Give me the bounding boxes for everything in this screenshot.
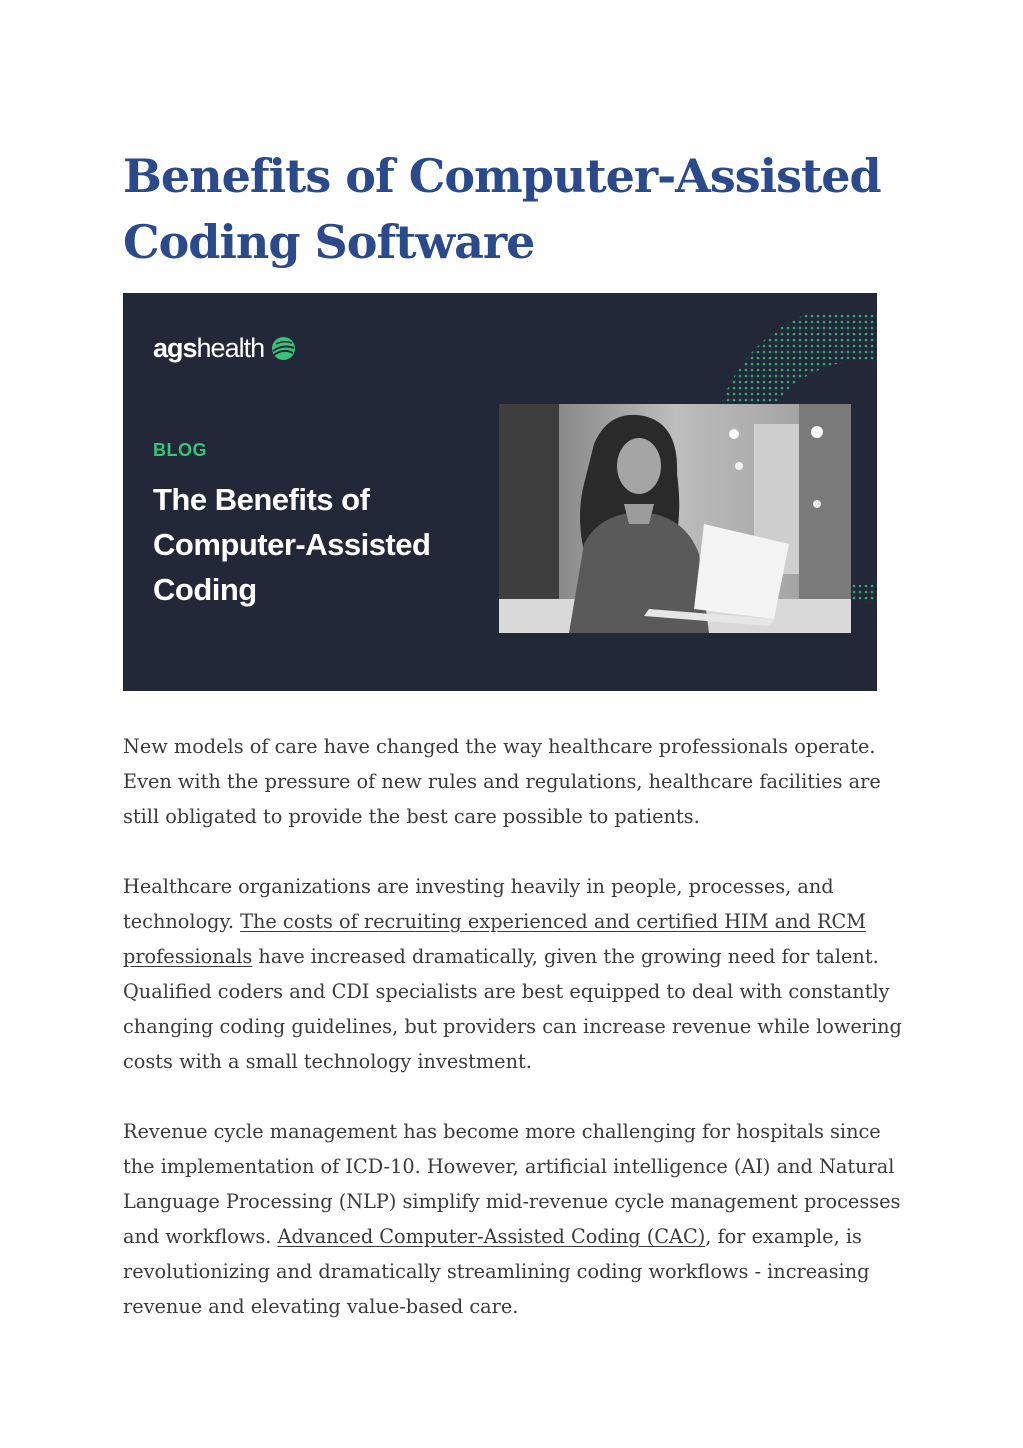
- article-title: Benefits of Computer-Assisted Coding Software: [123, 149, 881, 269]
- woman-laptop-photo: [499, 404, 851, 633]
- blog-banner-image: [123, 293, 877, 691]
- logo-text-regular: health: [196, 333, 265, 363]
- paragraph-2: [123, 869, 913, 1079]
- article-body: [123, 729, 913, 1359]
- paragraph-1-text: New models of care have changed the way healthcare professionals operate. Even with the pressure of new rules and regulations, healthcare facilities are still obligated to provide the best care possible to patients.: [123, 735, 881, 828]
- blog-label: BLOG: [153, 440, 207, 460]
- paragraph-3-text-end: , for example, is revolutionizing and dramatically streamlining coding workflows - increasing revenue and elevating value-based care.: [123, 1225, 870, 1318]
- cac-link[interactable]: Advanced Computer-Assisted Coding (CAC): [277, 1225, 706, 1248]
- logo-globe-icon: [271, 336, 296, 361]
- paragraph-1: [123, 729, 913, 834]
- paragraph-2-text-start: Healthcare organizations are investing heavily in people, processes, and technology.: [123, 875, 834, 933]
- banner-headline: The Benefits of Computer-Assisted Coding: [153, 482, 431, 607]
- paragraph-2-text-end: have increased dramatically, given the growing need for talent. Qualified coders and CDI specialists are best equipped to deal with constantly changing coding guidelines, but providers can increase revenue while lowering costs with a small technology investment.: [123, 945, 902, 1073]
- logo-text-bold: ags: [153, 333, 197, 363]
- paragraph-3: [123, 1114, 913, 1324]
- recruiting-costs-link[interactable]: The costs of recruiting experienced and certified HIM and RCM professionals: [123, 910, 867, 968]
- paragraph-3-text-start: Revenue cycle management has become more challenging for hospitals since the implementation of ICD-10. However, artificial intelligence (AI) and Natural Language Processing (NLP) simplify mid-revenue cycle management processes and workflows.: [123, 1120, 901, 1248]
- agshealth-logo: [153, 333, 296, 364]
